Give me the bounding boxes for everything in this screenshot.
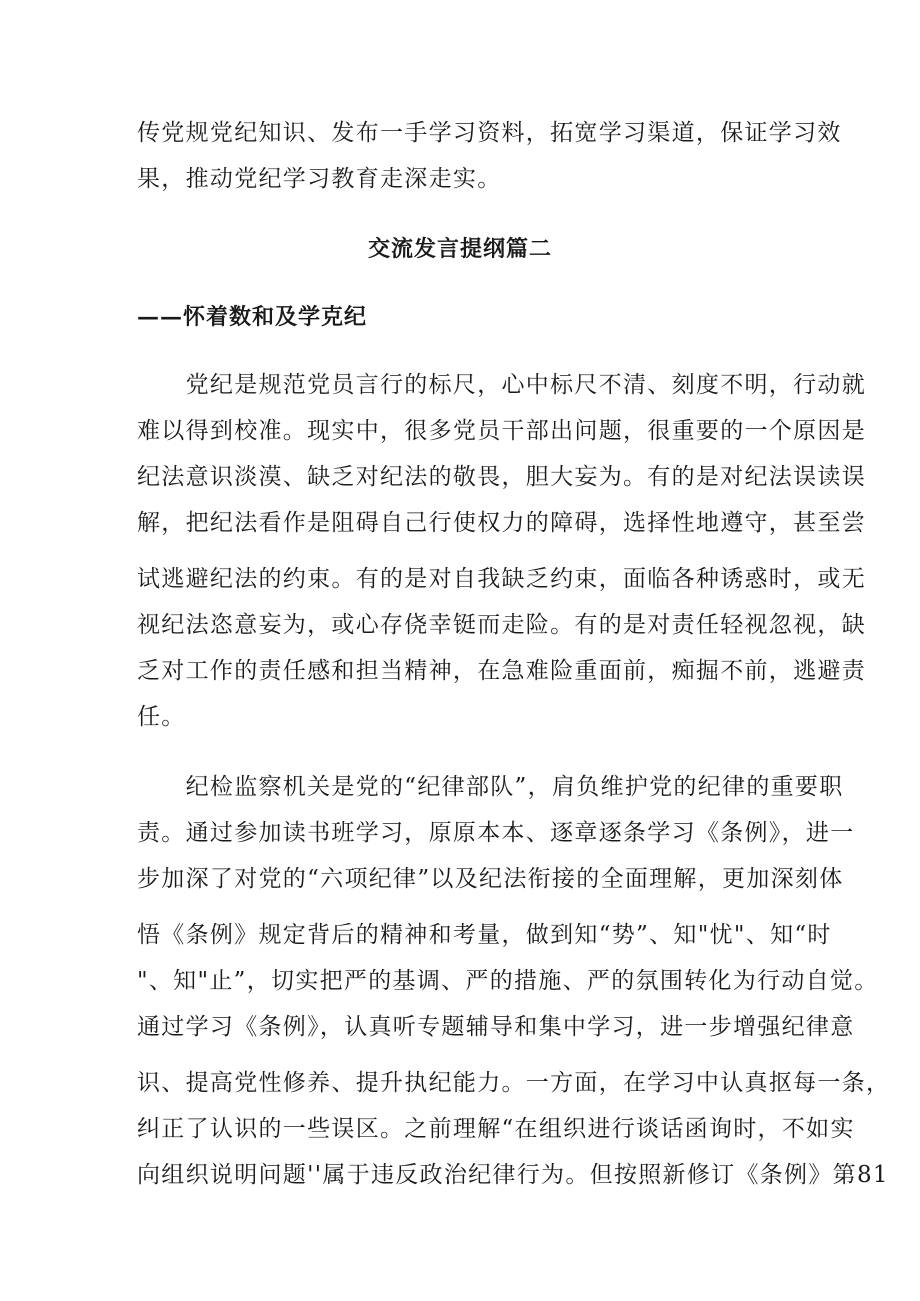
intro-line-2: 果，推动党纪学习教育走深走实。: [137, 166, 502, 192]
para1-line-1: 党纪是规范党员言行的标尺，心中标尺不清、刻度不明，行动就: [137, 372, 866, 398]
para2-line-3: 步加深了对党的“六项纪律”以及纪法衔接的全面理解，更加深刻体: [137, 866, 844, 892]
para1-line-4: 解，把纪法看作是阻碍自己行使权力的障碍，选择性地遵守，甚至尝: [137, 510, 866, 536]
para2-line-6: 通过学习《条例》，认真听专题辅导和集中学习，进一步增强纪律意: [137, 1014, 855, 1040]
intro-line-1: 传党规党纪知识、发布一手学习资料，拓宽学习渠道，保证学习效: [137, 120, 842, 146]
para2-line-5: "、知"止”，切实把严的基调、严的措施、严的氛围转化为行动自觉。: [137, 968, 879, 994]
para1-line-5: 试逃避纪法的约束。有的是对自我缺乏约束，面临各种诱惑时，或无: [137, 566, 866, 592]
para1-line-6: 视纪法恣意妄为，或心存侥幸铤而走险。有的是对责任轻视忽视，缺: [137, 612, 866, 638]
para2-line-2: 责。通过参加读书班学习，原原本本、逐章逐条学习《条例》，进一: [137, 820, 855, 846]
para1-line-8: 任。: [137, 704, 186, 730]
para1-line-3: 纪法意识淡漠、缺乏对纪法的敬畏，胆大妄为。有的是对纪法误读误: [137, 464, 866, 490]
para2-line-4: 悟《条例》规定背后的精神和考量，做到知“势”、知"忧"、知“时: [137, 922, 832, 948]
section-subtitle: ——怀着数和及学克纪: [137, 304, 368, 330]
para1-line-7: 乏对工作的责任感和担当精神，在急难险重面前，痴掘不前，逃避责: [137, 658, 866, 684]
section-title: 交流发言提纲篇二: [367, 236, 552, 262]
para2-line-9: 向组织说明问题''属于违反政治纪律行为。但按照新修订《条例》第81: [137, 1162, 889, 1188]
para2-line-7: 识、提高党性修养、提升执纪能力。一方面，在学习中认真抠每一条，: [137, 1070, 891, 1096]
para2-line-1: 纪检监察机关是党的“纪律部队”，肩负维护党的纪律的重要职: [137, 774, 844, 800]
para1-line-2: 难以得到校准。现实中，很多党员干部出问题，很重要的一个原因是: [137, 418, 866, 444]
para2-line-8: 纠正了认识的一些误区。之前理解“在组织进行谈话函询时，不如实: [137, 1116, 855, 1142]
